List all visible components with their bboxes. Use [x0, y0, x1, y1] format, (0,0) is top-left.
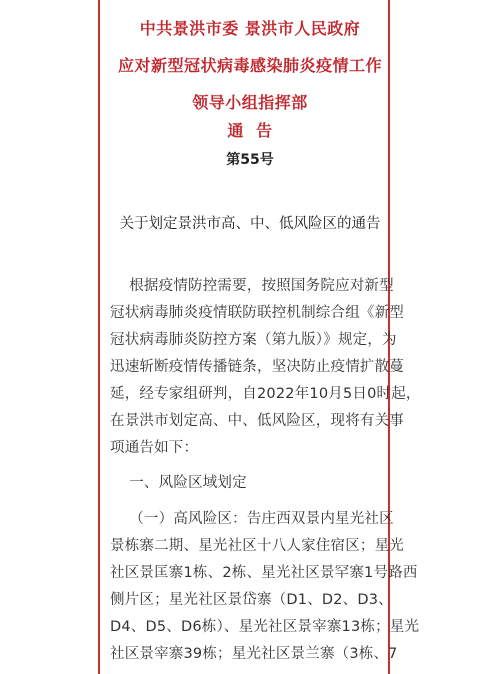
issuer-line-2: 应对新型冠状病毒感染肺炎疫情工作 [117, 56, 382, 75]
body-line: （一）高风险区：告庄西双景内星光社区 [110, 511, 394, 527]
body-line: 社区景匡寨1栋、2栋、星光社区景罕寨1号路西 [110, 565, 418, 581]
notice-heading: 通 告 [227, 121, 273, 140]
issuer-line-3: 领导小组指挥部 [192, 93, 308, 112]
body-line: D4、D5、D6栋）、星光社区景宰寨13栋；星光 [110, 619, 420, 635]
body-line: 项通告如下： [110, 440, 199, 456]
body-line: 在景洪市划定高、中、低风险区，现将有关事 [110, 413, 404, 429]
issue-number: 第55号 [226, 152, 274, 168]
body-line: 冠状病毒肺炎疫情联防联控机制综合组《新型 [110, 305, 404, 321]
body-line: 根据疫情防控需要，按照国务院应对新型 [110, 278, 394, 294]
section-heading: 一、风险区域划定 [110, 475, 247, 491]
body-line: 侧片区；星光社区景岱寨（D1、D2、D3、 [110, 592, 393, 608]
body-line: 景栋寨二期、星光社区十八人家住宿区；星光 [110, 538, 404, 554]
body-line: 冠状病毒肺炎防控方案（第九版）》规定，为 [110, 332, 397, 348]
body-line: 社区景宰寨39栋；星光社区景兰寨（3栋、7 [110, 646, 398, 662]
issuer-line-1: 中共景洪市委 景洪市人民政府 [139, 19, 361, 38]
notice-title: 关于划定景洪市高、中、低风险区的通告 [119, 216, 381, 232]
body-line: 延，经专家组研判，自2022年10月5日0时起， [110, 386, 421, 402]
body-line: 迅速斩断疫情传播链条，坚决防止疫情扩散蔓 [110, 359, 404, 375]
